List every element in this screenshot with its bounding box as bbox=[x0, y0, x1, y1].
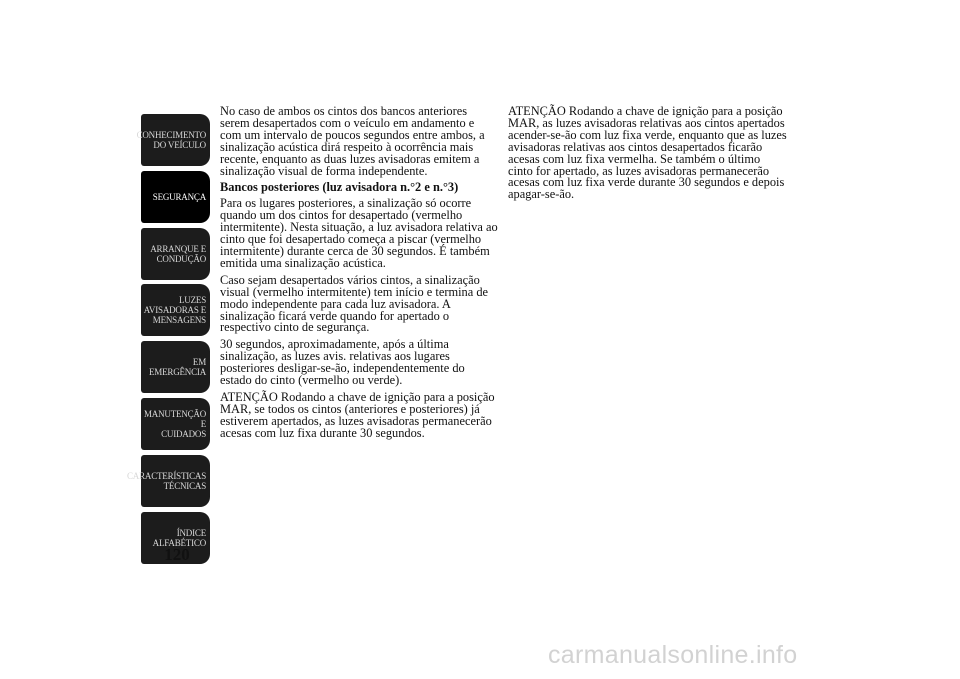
tab-label: LUZES AVISADORAS E MENSAGENS bbox=[143, 295, 206, 325]
tab-manutencao-e-cuidados[interactable] bbox=[141, 398, 210, 450]
tab-label: CONHECIMENTO DO VEÍCULO bbox=[136, 130, 206, 150]
paragraph-attention-mar-position: ATENÇÃO Rodando a chave de ignição para a posição MAR, as luzes avisadoras relativas aos cintos apertados acender-se-ão com luz fixa verde, enquanto que as luzes avisadoras relativas aos cintos desapertados ficarão acesas com luz fixa vermelha. Se também o último cinto for apertado, as luzes avisadoras permanecerão acesas com luz fixa verde durante 30 segundos e depois apagar-se-ão. bbox=[508, 104, 787, 202]
tab-label: ÍNDICE ALFABÉTICO bbox=[152, 528, 206, 548]
tab-em-emergencia[interactable] bbox=[141, 341, 210, 393]
page-number: 120 bbox=[164, 545, 190, 564]
tab-label: CARACTERÍSTICAS TÉCNICAS bbox=[126, 471, 206, 491]
right-text-column bbox=[508, 106, 788, 206]
watermark: carmanualsonline.info bbox=[548, 641, 798, 669]
tab-label: ARRANQUE E CONDUÇÃO bbox=[150, 244, 206, 264]
section-heading-rear-seats: Bancos posteriores (luz avisadora n.°2 e n.°3) bbox=[220, 180, 459, 195]
tab-label: SEGURANÇA bbox=[152, 192, 206, 202]
tab-arranque-e-conducao[interactable] bbox=[141, 228, 210, 280]
paragraph-rear-seats-signal: Para os lugares posteriores, a sinalização só ocorre quando um dos cintos for desapertado (vermelho intermitente). Nesta situação, a luz avisadora relativa ao cinto que foi desapertado começa a piscar (vermelho intermitente) durante cerca de 30 segundos. É também emitida uma sinalização acústica. bbox=[220, 196, 498, 270]
tab-conhecimento-do-veiculo[interactable] bbox=[136, 114, 210, 166]
left-text-column bbox=[220, 106, 498, 445]
tab-seguranca[interactable] bbox=[141, 171, 210, 223]
paragraph-attention-all-fastened: ATENÇÃO Rodando a chave de ignição para a posição MAR, se todos os cintos (anteriores e posteriores) já estiverem apertados, as luzes avisadoras permanecerão acesas com luz fixa durante 30 segundos. bbox=[220, 389, 495, 440]
paragraph-30-seconds: 30 segundos, aproximadamente, após a última sinalização, as luzes avis. relativas aos lugares posteriores desligar-se-ão, independentemente do estado do cinto (vermelho ou verde). bbox=[220, 337, 465, 388]
paragraph-front-seatbelts: No caso de ambos os cintos dos bancos anteriores serem desapertados com o veículo em andamento e com um intervalo de poucos segundos entre ambos, a sinalização acústica dirá respeito à ocorrência mais recente, enquanto as duas luzes avisadoras emitem a sinalização visual de forma independente. bbox=[220, 104, 485, 178]
tab-label: EM EMERGÊNCIA bbox=[149, 357, 206, 377]
tab-label: MANUTENÇÃO E CUIDADOS bbox=[144, 409, 206, 439]
tab-luzes-avisadoras-e-mensagens[interactable] bbox=[141, 284, 210, 336]
paragraph-multiple-belts: Caso sejam desapertados vários cintos, a sinalização visual (vermelho intermitente) tem início e termina de modo independente para cada luz avisadora. A sinalização ficará verde quando for apertado o respectivo cinto de segurança. bbox=[220, 272, 489, 335]
tab-caracteristicas-tecnicas[interactable] bbox=[126, 455, 210, 507]
